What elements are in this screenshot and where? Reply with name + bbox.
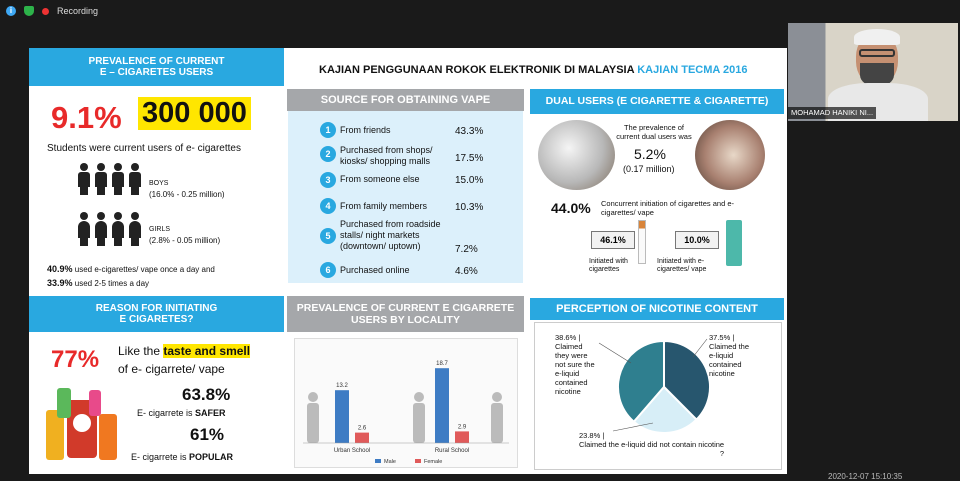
leader-line [693,339,707,357]
info-icon[interactable]: i [6,6,16,16]
source-number: 6 [320,262,336,278]
reason-line1: Like the taste and smell [118,344,251,358]
person-cap [854,29,900,45]
girl-icon [129,212,141,245]
girl-icon [95,212,107,245]
locality-header: PREVALENCE OF CURRENT E CIGARRETE USERS BY LOCALITY [287,296,524,332]
concurrent-text: Concurrent initiation of cigarettes and e-cigarettes/ vape [601,199,734,217]
silhouette-icon [308,392,318,402]
silhouette-icon [492,392,502,402]
source-number: 2 [320,146,336,162]
source-label: From someone else [340,174,420,184]
source-label: From family members [340,201,428,211]
participant-name: MOHAMAD HANIKI NI... [788,107,876,119]
timestamp: 2020-12-07 15:10:35 [828,472,903,481]
locality-bar-chart [295,339,517,467]
source-value: 17.5% [455,153,484,164]
category-label: Rural School [434,448,470,454]
source-header: SOURCE FOR OBTAINING VAPE [287,89,524,111]
reason-highlight: taste and smell [163,344,251,358]
recording-label: Recording [57,6,99,16]
cigarette-photo [695,120,765,190]
dual-prevalence-pct: 5.2% [634,146,666,162]
pie-label-not-contained: 23.8% | Claimed the e-liquid did not contain nicotine ? [579,431,725,458]
girls-icons [78,212,148,246]
source-value: 15.0% [455,175,484,186]
initiated-cig-arrow [591,231,635,249]
source-number: 5 [320,228,336,244]
leader-line [599,343,631,363]
concurrent-pct: 44.0% [551,200,591,216]
silhouette-icon [491,403,503,443]
pie-label-contained: 37.5% | Claimed the e-liquid contained nicotine [709,333,750,378]
prevalence-count: 300 000 [138,97,251,130]
category-label: Urban School [333,448,371,454]
recording-dot-icon [42,8,49,15]
silhouette-icon [413,403,425,443]
initiated-ecig-arrow [675,231,719,249]
data-label: 2.9 [457,424,467,431]
glasses-icon [859,49,895,57]
legend-swatch [415,459,421,463]
source-label: From friends [340,125,391,135]
bar-female [355,433,369,443]
participant-video[interactable] [788,23,958,121]
boy-icon [112,163,124,196]
safer-pct: 63.8% [182,385,231,404]
popular-text: E- cigarrete is POPULAR [131,452,234,462]
bar-female [455,431,469,443]
initiated-cig-pct: 46.1% [600,235,626,245]
source-label: Purchased from roadside stalls/ night markets (downtown/ uptown) [340,219,441,251]
top-bar [0,0,960,22]
locality-chart-frame [294,338,518,468]
girls-label: GIRLS [149,226,171,233]
source-label: Purchased online [340,265,410,275]
legend-label: Male [384,459,396,465]
source-value: 10.3% [455,202,484,213]
nicotine-panel [534,322,782,470]
source-value: 43.3% [455,126,484,137]
slide-title-accent: KAJIAN TECMA 2016 [637,64,748,76]
source-label: Purchased from shops/ kiosks/ shopping malls [340,145,433,166]
nicotine-header: PERCEPTION OF NICOTINE CONTENT [530,298,784,320]
e-liquid-bottles-image [41,388,121,464]
source-number: 1 [320,122,336,138]
source-number: 3 [320,172,336,188]
source-number: 4 [320,198,336,214]
initiated-cig-text: Initiated with cigarettes [589,258,628,274]
pie-label-not-sure: 38.6% | Claimed they were not sure the e-liquid contained nicotine [555,333,595,396]
source-value: 4.6% [455,266,478,277]
vape-photo [538,120,615,190]
silhouette-icon [307,403,319,443]
boys-range: (16.0% - 0.25 million) [149,190,225,199]
girls-range: (2.8% - 0.05 million) [149,236,221,245]
boy-icon [78,163,90,196]
boy-icon [129,163,141,196]
data-label: 13.2 [336,383,348,390]
safer-text: E- cigarrete is SAFER [137,408,226,418]
dual-users-header: DUAL USERS (E CIGARETTE & CIGARETTE) [530,89,784,114]
prevalence-pct: 9.1% [51,100,122,135]
vape-device-icon [726,220,742,266]
cigarette-icon [638,220,646,264]
boys-label: BOYS [149,180,169,187]
popular-pct: 61% [190,425,225,444]
initiated-ecig-text: Initiated with e-cigarettes/ vape [657,258,707,274]
dual-prevalence-text: The prevalence of current dual users was [616,123,692,141]
reason-pct: 77% [51,346,100,373]
frequency-daily: 40.9% used e-cigarettes/ vape once a day and [47,264,215,274]
girl-icon [112,212,124,245]
legend-label: Female [424,459,443,465]
bar-male [335,390,349,443]
bottom-strip [0,474,960,479]
data-label: 2.6 [357,425,367,432]
frequency-weekly: 33.9% used 2-5 times a day [47,278,150,288]
slide-title: KAJIAN PENGGUNAAN ROKOK ELEKTRONIK DI MALAYSIA KAJIAN TECMA 2016 [319,64,748,76]
silhouette-icon [414,392,424,402]
girl-icon [78,212,90,245]
boy-icon [95,163,107,196]
dual-prevalence-count: (0.17 million) [623,164,675,174]
shield-icon[interactable] [24,6,34,16]
prevalence-header: PREVALENCE OF CURRENT E – CIGARETES USERS [29,48,284,86]
reason-line2: of e- cigarrete/ vape [118,362,225,376]
students-text: Students were current users of e- cigarettes [47,143,241,154]
bar-male [435,368,449,443]
shared-slide [29,48,787,474]
reason-header: REASON FOR INITIATING E CIGARETES? [29,296,284,332]
data-label: 18.7 [436,361,448,368]
boys-icons [78,163,148,197]
source-value: 7.2% [455,244,478,255]
initiated-ecig-pct: 10.0% [684,235,710,245]
legend-swatch [375,459,381,463]
source-panel [288,111,523,283]
